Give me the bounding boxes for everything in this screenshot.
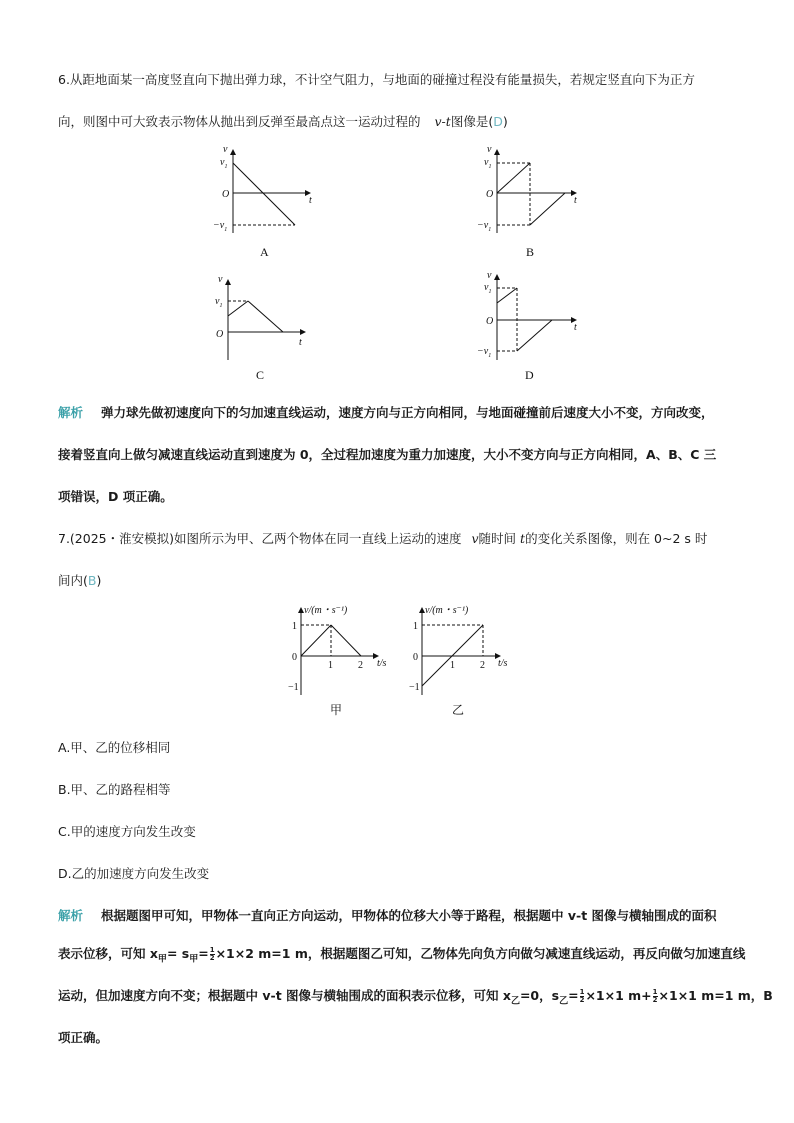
graph-d-origin: O — [486, 316, 494, 327]
graph-d-v1: $v_1$ — [484, 282, 492, 295]
q7-analysis-tag: 解析 — [58, 908, 84, 923]
q6-graphs — [0, 140, 794, 400]
q7-stem-line1 — [58, 529, 707, 547]
q6-analysis-line2: 接着竖直向上做匀减速直线运动直到速度为 0，全过程加速度为重力加速度，大小不变方向与正方向相同，A、B、C 三 — [58, 447, 717, 462]
graph-b-v-axis: v — [487, 144, 492, 155]
q7-analysis-line2 — [58, 944, 745, 965]
graph-yi-tick-x2: 2 — [480, 660, 485, 671]
q7-stem-line2-text: 间内( — [58, 573, 88, 588]
q7-analysis-l3a: 运动，但加速度方向不变；根据题中 v-t 图像与横轴围成的面积表示位移，可知 x — [58, 988, 511, 1003]
graph-yi-tick-1: 1 — [413, 621, 418, 632]
graph-d-t-axis: t — [574, 322, 577, 333]
graph-yi-tick-neg1: −1 — [409, 682, 420, 693]
graph-b — [497, 150, 576, 233]
graph-a-label: A — [260, 245, 269, 259]
graph-c-t-axis: t — [299, 337, 302, 348]
graph-c — [228, 280, 305, 360]
graph-yi-tick-0: 0 — [413, 652, 418, 663]
q7-option-b: B.甲、乙的路程相等 — [58, 782, 171, 797]
q6-analysis-line3: 项错误，D 项正确。 — [58, 489, 173, 504]
graph-yi-ylabel: v/(m・s⁻¹) — [425, 605, 469, 616]
q6-stem-line2 — [58, 112, 508, 130]
graph-d-v-axis: v — [487, 270, 492, 281]
graph-jia-xlabel: t/s — [377, 658, 387, 669]
q6-analysis-line1 — [58, 403, 714, 421]
graph-b-label: B — [526, 245, 535, 259]
fraction-half: $\frac{1}{2}$ — [579, 988, 585, 1004]
graph-yi — [422, 608, 500, 695]
q6-analysis-tag: 解析 — [58, 405, 84, 420]
q6-answer: D — [493, 114, 503, 129]
q7-analysis-l2a: 表示位移，可知 x — [58, 946, 158, 961]
graph-jia — [301, 608, 378, 695]
q7-analysis-l3c: = — [568, 988, 579, 1003]
q7-stem-line2 — [58, 571, 101, 589]
graph-jia-label: 甲 — [330, 703, 343, 717]
q6-stem-end: 图像是( — [450, 114, 494, 129]
fraction-half: $\frac{1}{2}$ — [652, 988, 658, 1004]
graph-jia-tick-x2: 2 — [358, 660, 363, 671]
q7-option-a: A.甲、乙的位移相同 — [58, 740, 171, 755]
graph-a-origin: O — [222, 189, 230, 200]
graph-d-neg-v1: $-v_1$ — [477, 346, 492, 359]
graph-b-t-axis: t — [574, 195, 577, 206]
graph-c-v-axis: v — [218, 274, 223, 285]
graph-a-v-axis: v — [223, 144, 228, 155]
q6-analysis-text1: 弹力球先做初速度向下的匀加速直线运动，速度方向与正方向相同，与地面碰撞前后速度大小不变，方向改变， — [101, 405, 714, 420]
graph-c-v1: $v_1$ — [215, 296, 223, 309]
graph-yi-xlabel: t/s — [498, 658, 508, 669]
q7-analysis-text1: 根据题图甲可知，甲物体一直向正方向运动，甲物体的位移大小等于路程，根据题中 v-t 图像与横轴围成的面积 — [101, 908, 717, 923]
q6-stem-line1: 6.从距地面某一高度竖直向下抛出弹力球，不计空气阻力，与地面的碰撞过程没有能量损失，若规定竖直向下为正方 — [58, 72, 695, 87]
graph-a-v1: $v_1$ — [220, 157, 228, 170]
q7-analysis-l3d: ×1×1 m+ — [585, 988, 652, 1003]
q7-analysis-line1 — [58, 906, 717, 924]
q7-analysis-l2b: = s — [166, 946, 190, 961]
q6-vt-symbol: v-t — [434, 114, 451, 129]
graph-jia-tick-1: 1 — [292, 621, 297, 632]
q7-analysis-l3e: ×1×1 m=1 m，B — [658, 988, 773, 1003]
q7-analysis-l2d: ×1×2 m=1 m，根据题图乙可知，乙物体先向负方向做匀减速直线运动，再反向做匀加速直线 — [215, 946, 746, 961]
graph-d — [497, 275, 576, 360]
q7-analysis-line3 — [58, 986, 773, 1007]
q7-sub-yi-1: 乙 — [510, 996, 520, 1007]
graph-a — [233, 150, 310, 233]
q7-analysis-l3b: =0，s — [519, 988, 560, 1003]
q6-close-paren: ) — [502, 114, 508, 129]
q7-close-paren: ) — [96, 573, 102, 588]
graph-d-label: D — [525, 368, 534, 382]
graph-c-label: C — [256, 368, 265, 382]
fraction-half: $\frac{1}{2}$ — [209, 946, 215, 962]
q7-stem-text: 7.(2025・淮安模拟)如图所示为甲、乙两个物体在同一直线上运动的速度 — [58, 531, 462, 546]
q7-sub-jia-1: 甲 — [157, 954, 167, 965]
graph-yi-tick-x1: 1 — [450, 660, 455, 671]
graph-a-neg-v1: $-v_1$ — [213, 220, 228, 233]
q7-answer: B — [87, 573, 97, 588]
q7-option-c: C.甲的速度方向发生改变 — [58, 824, 196, 839]
q7-v-symbol: v — [471, 531, 479, 546]
q7-option-d: D.乙的加速度方向发生改变 — [58, 866, 210, 881]
q6-stem-text: 向，则图中可大致表示物体从抛出到反弹至最高点这一运动过程的 — [58, 114, 421, 129]
graph-a-t-axis: t — [309, 195, 312, 206]
graph-b-v1: $v_1$ — [484, 157, 492, 170]
q7-graphs — [0, 600, 794, 720]
graph-yi-label: 乙 — [452, 703, 465, 717]
q7-sub-yi-2: 乙 — [559, 996, 569, 1007]
q7-stem-end: 的变化关系图像，则在 0~2 s 时 — [525, 531, 708, 546]
graph-b-neg-v1: $-v_1$ — [477, 220, 492, 233]
graph-c-origin: O — [216, 329, 224, 340]
q7-t-symbol: t — [520, 531, 526, 546]
graph-b-origin: O — [486, 189, 494, 200]
graph-jia-tick-x1: 1 — [328, 660, 333, 671]
graph-jia-tick-neg1: −1 — [288, 682, 299, 693]
q7-sub-jia-2: 甲 — [189, 954, 199, 965]
q7-analysis-line4: 项正确。 — [58, 1030, 109, 1045]
graph-jia-ylabel: v/(m・s⁻¹) — [304, 605, 348, 616]
q7-analysis-l2c: = — [198, 946, 209, 961]
graph-jia-tick-0: 0 — [292, 652, 297, 663]
q7-stem-mid: 随时间 — [478, 531, 517, 546]
